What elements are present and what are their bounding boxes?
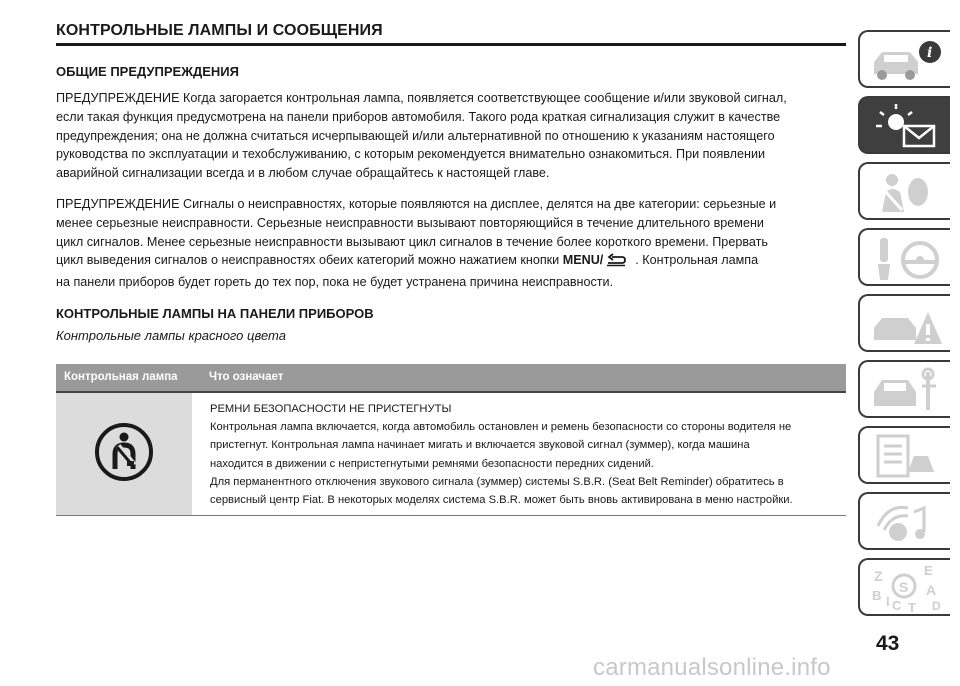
airbag-safety-icon <box>868 168 948 218</box>
multimedia-icon <box>868 498 948 548</box>
index-letter: B <box>872 588 882 603</box>
tab-maintenance[interactable] <box>858 360 950 418</box>
tab-safety[interactable] <box>858 162 950 220</box>
maintenance-icon <box>868 366 948 416</box>
page-title: КОНТРОЛЬНЫЕ ЛАМПЫ И СООБЩЕНИЯ <box>56 22 846 46</box>
index-letter: I <box>886 594 890 609</box>
warning-lights-messages-icon <box>868 102 948 152</box>
text-line: предупреждения; она не должна считаться исчерпывающей и/или альтернативной по отношению к указаниям настоящего <box>56 128 775 143</box>
text-line: ПРЕДУПРЕЖДЕНИЕ Сигналы о неисправностях, которые появляются на дисплее, делятся на две категории: серьезные и <box>56 197 777 211</box>
table-divider <box>56 515 846 516</box>
text-segment: . Контрольная лампа <box>635 253 759 268</box>
technical-data-icon <box>868 432 948 482</box>
text-segment: цикл выведения сигналов о неисправностях обеих категорий можно нажатием кнопки <box>56 253 560 268</box>
tab-technical-data[interactable] <box>858 426 950 484</box>
svg-text:i: i <box>927 45 933 61</box>
text-line: находится в движении с непристегнутыми ремнями безопасности передних сидений. <box>210 457 654 470</box>
tab-emergency[interactable] <box>858 294 950 352</box>
dashboard-lights-heading: КОНТРОЛЬНЫЕ ЛАМПЫ НА ПАНЕЛИ ПРИБОРОВ <box>56 306 374 321</box>
seat-belt-warning-icon <box>93 421 155 483</box>
row-title: РЕМНИ БЕЗОПАСНОСТИ НЕ ПРИСТЕГНУТЫ <box>210 403 452 415</box>
text-line: аварийной сигнализации всегда и в любом случае обращайтесь к настоящей главе. <box>56 166 550 181</box>
general-warnings-heading: ОБЩИЕ ПРЕДУПРЕЖДЕНИЯ <box>56 64 239 79</box>
text-line: сервисный центр Fiat. В некоторых моделях система S.B.R. может быть вновь активирована в меню настройки. <box>210 494 793 507</box>
general-warning-paragraph-2 <box>56 195 846 292</box>
tab-car-info[interactable] <box>858 30 950 88</box>
table-header <box>56 364 846 391</box>
emergency-icon <box>868 300 948 350</box>
index-letter: T <box>908 600 916 614</box>
index-letter: S <box>899 579 909 595</box>
text-line: Для перманентного отключения звукового сигнала (зуммер) системы S.B.R. (Seat Belt Reminder) обратитесь в <box>210 475 784 488</box>
text-line: цикл сигналов. Менее серьезные неисправности вызывают цикл сигналов в течение более короткого времени. Прервать <box>56 234 768 249</box>
text-line: менее серьезные неисправности. Серьезные неисправности вызывают повторяющийся в течение длительного времени <box>56 215 764 230</box>
text-line: пристегнут. Контрольная лампа начинает мигать и включается звуковой сигнал (зуммер), когда машина <box>210 439 750 452</box>
tab-warning-lights[interactable] <box>858 96 950 154</box>
index-letter: C <box>892 598 902 613</box>
menu-button-label: MENU/ <box>562 253 604 268</box>
text-line: если такая функция предусмотрена на панели приборов автомобиля. Такого рода краткая сигнализация служит в качестве <box>56 109 781 124</box>
index-letter: A <box>926 582 937 598</box>
text-line: ПРЕДУПРЕЖДЕНИЕ Когда загорается контрольная лампа, появляется соответствующее сообщение и/или звуковой сигнал, <box>56 91 787 105</box>
text-line: Контрольная лампа включается, когда автомобиль остановлен и ремень безопасности со стороны водителя не <box>210 421 792 434</box>
index-letter: E <box>924 564 933 578</box>
table-row-icon-cell <box>56 393 192 515</box>
starting-driving-icon <box>868 234 948 284</box>
text-line <box>56 251 846 273</box>
index-icon <box>868 564 948 614</box>
column-header-meaning: Что означает <box>209 371 284 383</box>
general-warning-paragraph-1 <box>56 89 846 183</box>
back-arrow-icon <box>605 253 627 273</box>
table-row <box>210 400 840 509</box>
index-letter: D <box>932 599 941 613</box>
red-lights-subtitle: Контрольные лампы красного цвета <box>56 328 286 343</box>
text-line: руководства по эксплуатации и техобслуживанию, с которым рекомендуется внимательно ознакомиться. При появлении <box>56 147 766 162</box>
car-info-icon <box>868 36 948 86</box>
column-header-lamp: Контрольная лампа <box>64 371 178 383</box>
index-letter: Z <box>874 568 883 584</box>
page-number: 43 <box>876 632 900 655</box>
tab-multimedia[interactable] <box>858 492 950 550</box>
text-line: на панели приборов будет гореть до тех пор, пока не будет устранена причина неисправности. <box>56 275 614 290</box>
tab-index[interactable] <box>858 558 950 616</box>
tab-starting-driving[interactable] <box>858 228 950 286</box>
watermark: carmanualsonline.info <box>593 654 831 681</box>
